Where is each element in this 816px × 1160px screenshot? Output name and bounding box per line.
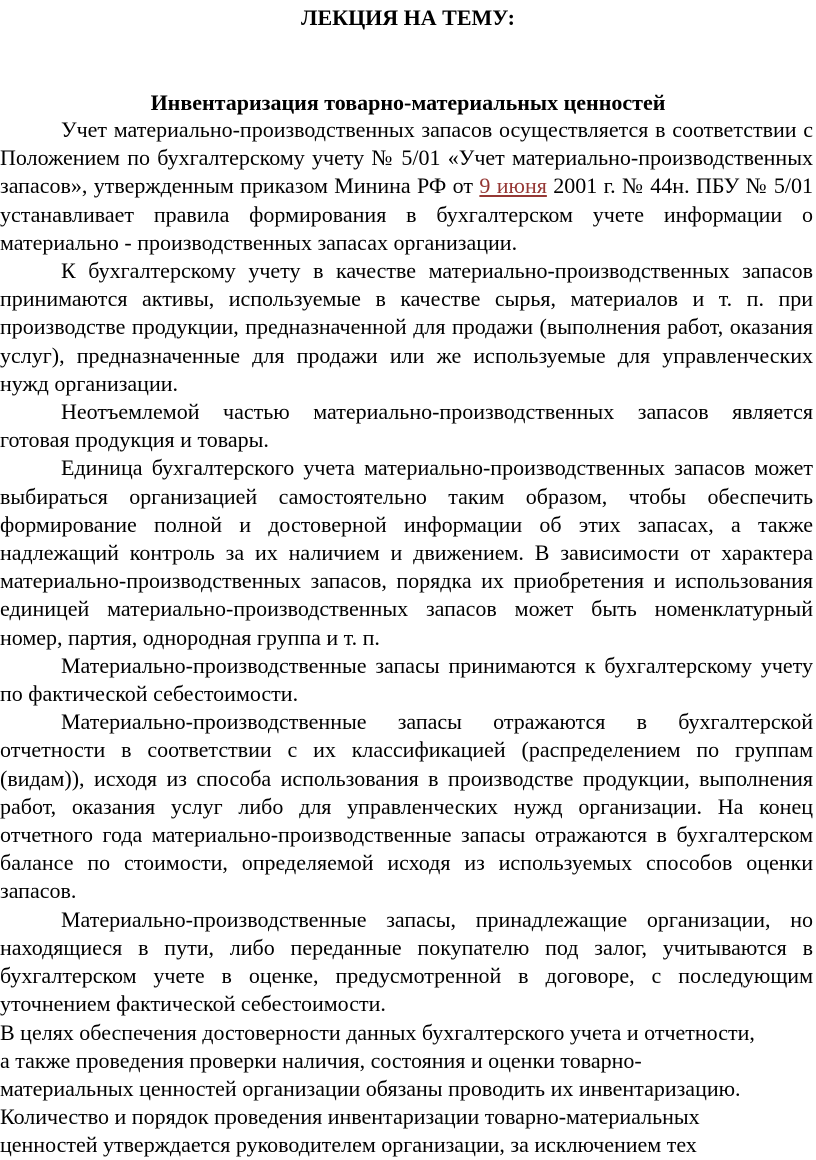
- paragraph-2: К бухгалтерскому учету в качестве материально-производственных запасов принимаются активы, используемые в качестве сырья, материалов и т. п. при производстве продукции, предназначенной для продажи (выполнения работ, оказания услуг), предназначенные для продажи или же используемые для управленческих нужд организации.: [0, 258, 813, 396]
- paragraph-4: Единица бухгалтерского учета материально-производственных запасов может выбираться организацией самостоятельно таким образом, чтобы обеспечить формирование полной и достоверной информации об этих запасах, а также надлежащий контроль за их наличием и движением. В зависимости от характера материально-производственных запасов, порядка их приобретения и использования единицей материально-производственных запасов может быть номенклатурный номер, партия, однородная группа и т. п.: [0, 455, 813, 650]
- paragraph-7: Материально-производственные запасы, принадлежащие организации, но находящиеся в пути, либо переданные покупателю под залог, учитываются в бухгалтерском учете в оценке, предусмотренной в договоре, с последующим уточнением фактической себестоимости.: [0, 906, 813, 1017]
- paragraph-8-line-1: В целях обеспечения достоверности данных бухгалтерского учета и отчетности,: [0, 1019, 755, 1045]
- paragraph-1-text-start: Учет материально-производственных запасов осуществляется в соответствии с Положением по бухгалтерскому учету № 5/01 «Учет материально-производственных запасов», утвержденным приказом Минина РФ от: [0, 117, 813, 199]
- paragraph-8-line-3: материальных ценностей организации обязаны проводить их инвентаризацию.: [0, 1075, 741, 1101]
- document-body: [0, 116, 813, 1160]
- page-title: ЛЕКЦИЯ НА ТЕМУ:: [301, 5, 515, 30]
- paragraph-8-line-4: Количество и порядок проведения инвентаризации товарно-материальных: [0, 1104, 700, 1130]
- paragraph-8-line-2: а также проведения проверки наличия, состояния и оценки товарно-: [0, 1047, 642, 1073]
- paragraph-1-text-end: 2001 г. № 44н. ПБУ № 5/01 устанавливает правила формирования в бухгалтерском учете информации о материально - производственных запасах организации.: [0, 173, 813, 255]
- paragraph-6: Материально-производственные запасы отражаются в бухгалтерской отчетности в соответствии с их классификацией (распределением по группам (видам)), исходя из способа использования в производстве продукции, выполнения работ, оказания услуг либо для управленческих нужд организации. На конец отчетного года материально-производственные запасы отражаются в бухгалтерском балансе по стоимости, определяемой исходя из используемых способов оценки запасов.: [0, 709, 813, 904]
- lecture-subtitle: Инвентаризация товарно-материальных ценностей: [150, 90, 666, 115]
- paragraph-1: [0, 116, 813, 257]
- paragraph-5: Материально-производственные запасы принимаются к бухгалтерскому учету по фактической себестоимости.: [0, 652, 813, 707]
- paragraph-8-line-5: ценностей утверждается руководителем организации, за исключением тех: [0, 1132, 697, 1158]
- paragraph-3: Неотъемлемой частью материально-производственных запасов является готовая продукция и товары.: [0, 399, 813, 453]
- date-link[interactable]: 9 июня: [479, 173, 547, 199]
